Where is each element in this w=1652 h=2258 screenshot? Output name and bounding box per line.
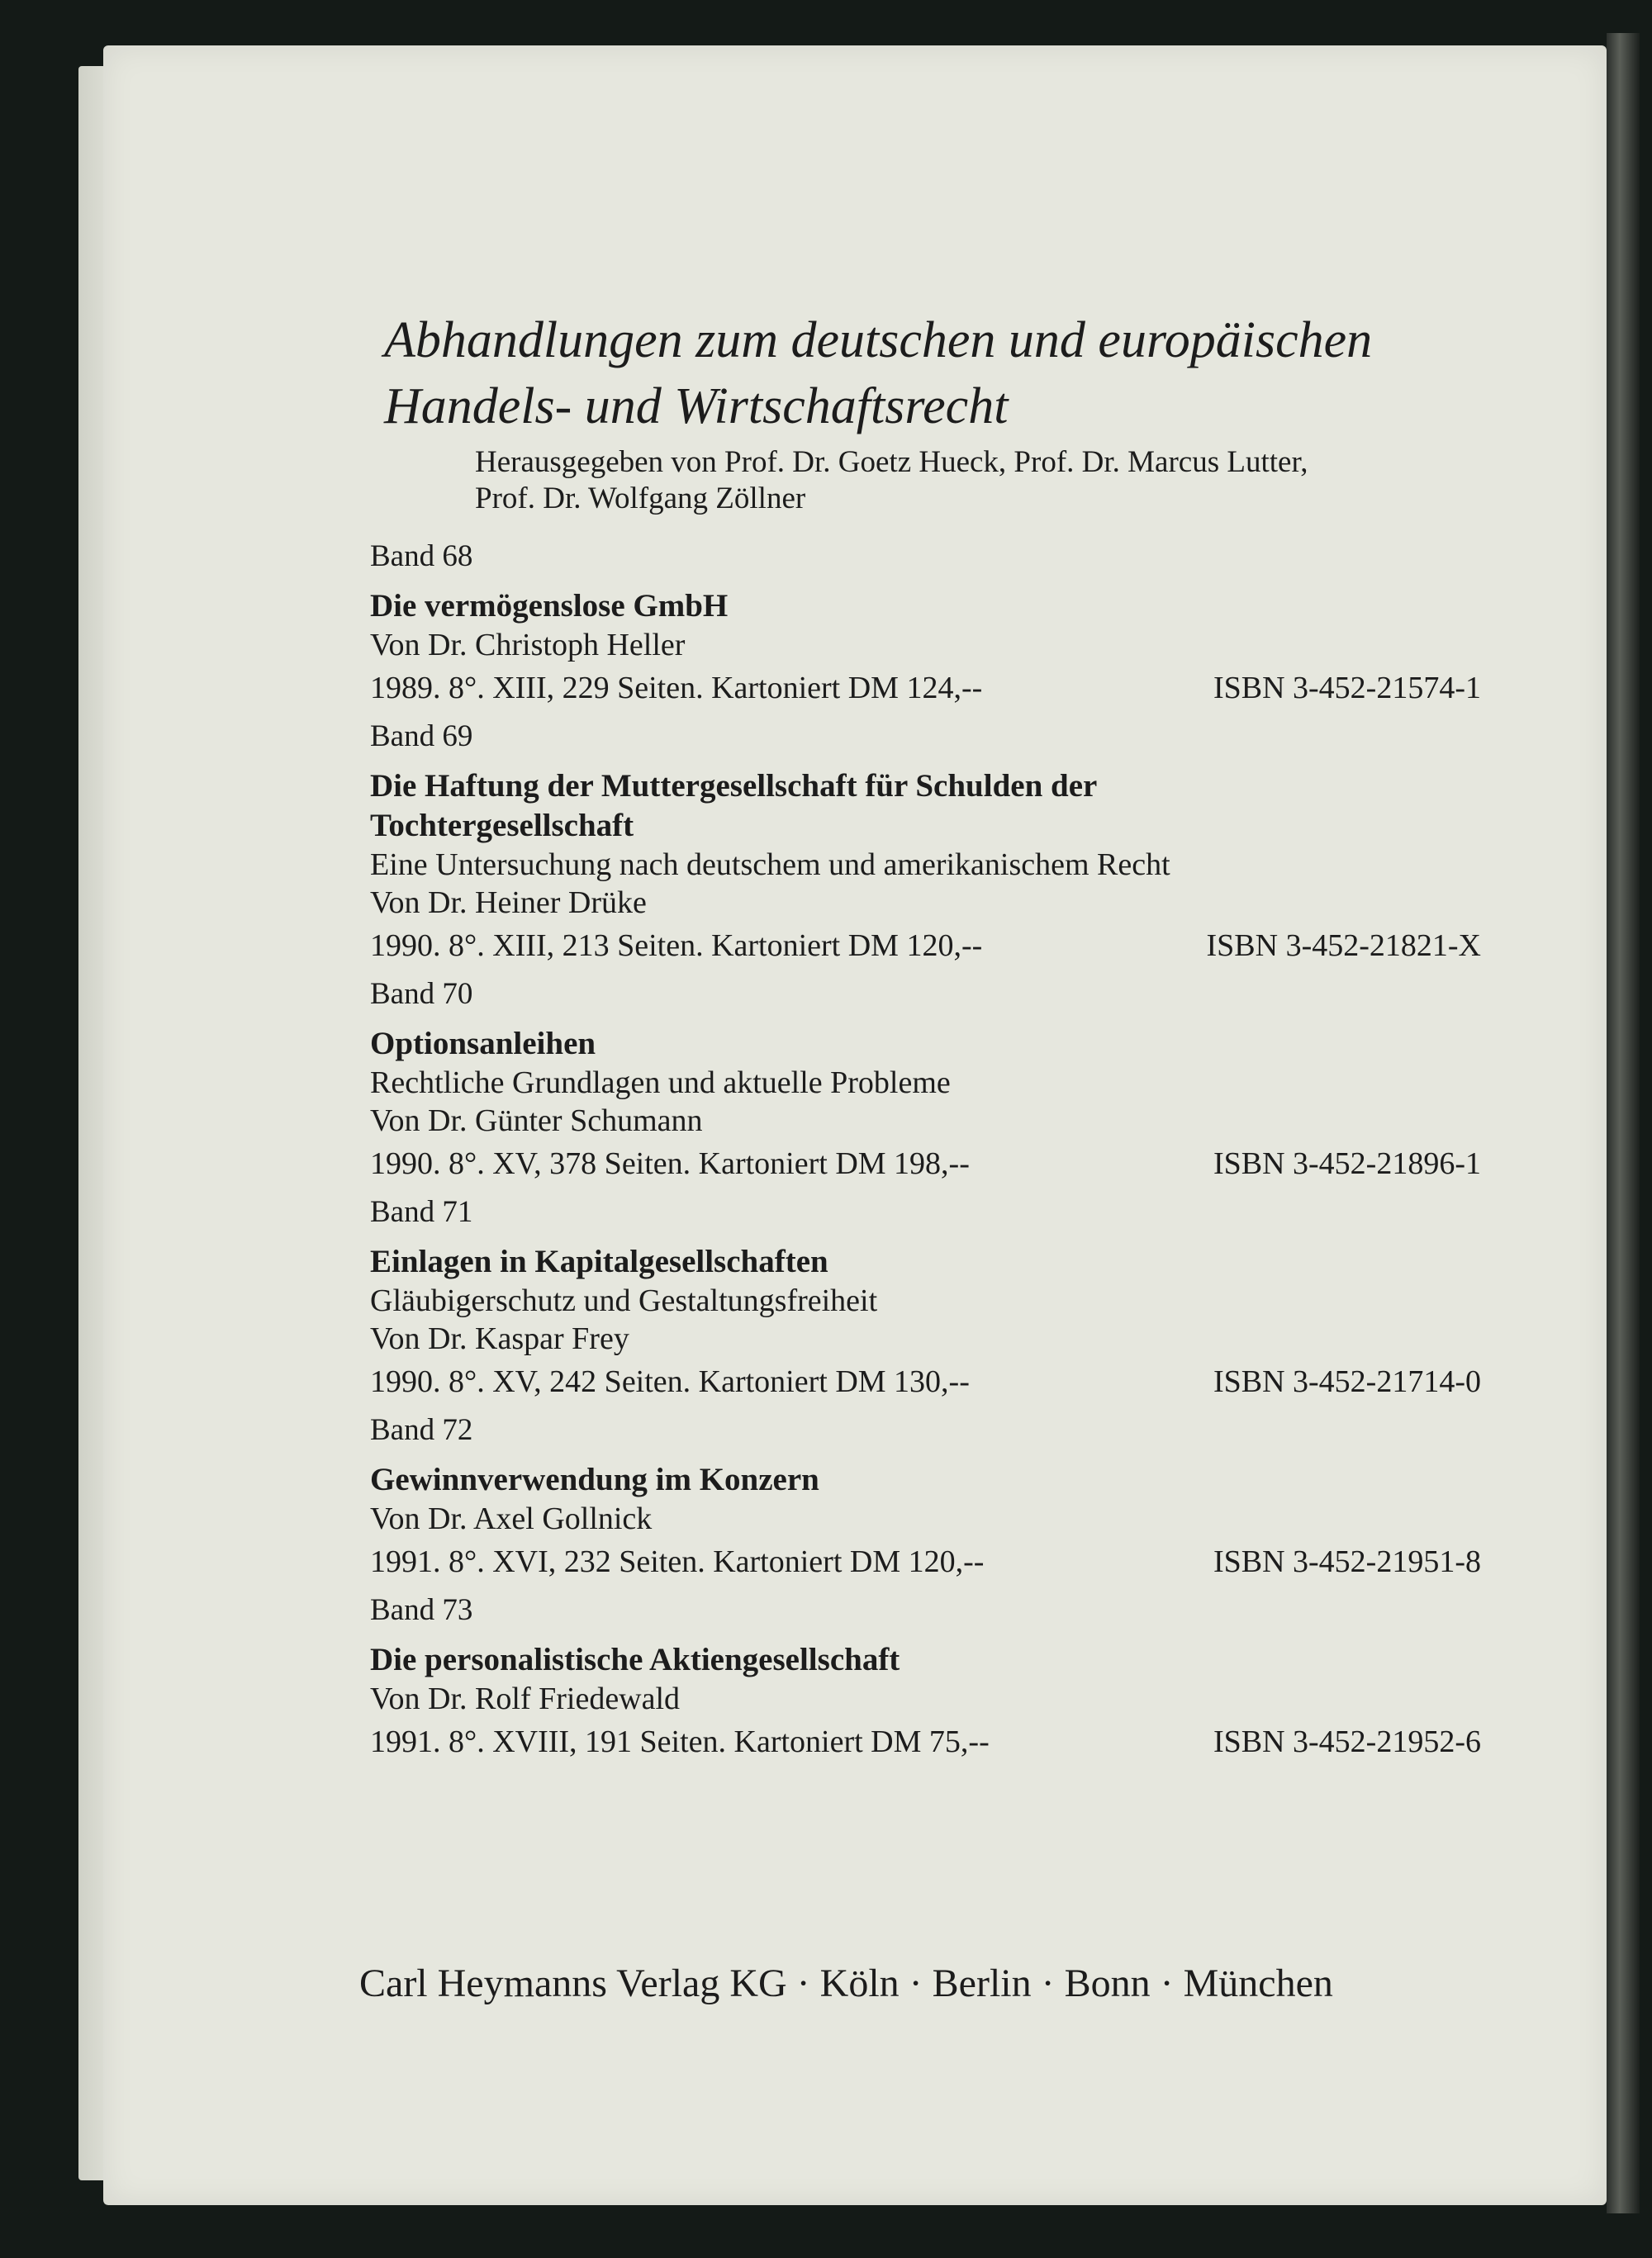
volume-author: Von Dr. Rolf Friedewald	[370, 1682, 681, 1716]
volume-number: Band 71	[370, 1195, 473, 1229]
volume-title	[370, 1242, 1481, 1282]
volume-list	[370, 537, 1481, 1762]
volume-title-line: Die Haftung der Muttergesellschaft für Schulden der	[370, 768, 1098, 804]
editors-line-1: Herausgegeben von Prof. Dr. Goetz Hueck, Prof. Dr. Marcus Lutter,	[475, 445, 1308, 479]
volume-publication-details: 1990. 8°. XIII, 213 Seiten. Kartoniert DM 120,--	[370, 928, 983, 963]
volume-isbn: ISBN 3-452-21951-8	[1213, 1544, 1481, 1579]
volume-number: Band 70	[370, 977, 473, 1011]
volume-entry	[370, 1411, 1481, 1582]
volume-isbn: ISBN 3-452-21952-6	[1213, 1724, 1481, 1759]
volume-isbn: ISBN 3-452-21714-0	[1213, 1364, 1481, 1399]
volume-entry	[370, 717, 1481, 966]
series-editors	[475, 444, 1532, 517]
volume-entry	[370, 1193, 1481, 1402]
volume-publication-row	[370, 1721, 1481, 1762]
volume-number: Band 69	[370, 719, 473, 753]
volume-publication-row	[370, 1541, 1481, 1582]
volume-title	[370, 766, 1481, 846]
volume-number: Band 68	[370, 539, 473, 573]
volume-entry	[370, 1591, 1481, 1762]
volume-author: Von Dr. Kaspar Frey	[370, 1321, 629, 1356]
volume-publication-details: 1991. 8°. XVIII, 191 Seiten. Kartoniert DM 75,--	[370, 1724, 990, 1759]
volume-author: Von Dr. Christoph Heller	[370, 628, 686, 662]
volume-publication-row	[370, 667, 1481, 709]
volume-publication-row	[370, 925, 1481, 966]
volume-publication-details: 1991. 8°. XVI, 232 Seiten. Kartoniert DM 120,--	[370, 1544, 985, 1579]
volume-entry	[370, 975, 1481, 1184]
volume-title	[370, 586, 1481, 626]
volume-author: Von Dr. Heiner Drüke	[370, 885, 647, 920]
volume-publication-row	[370, 1143, 1481, 1184]
series-title-line-1: Abhandlungen zum deutschen und europäischen	[384, 312, 1373, 368]
volume-entry	[370, 537, 1481, 709]
volume-title	[370, 1024, 1481, 1064]
series-title-line-2: Handels- und Wirtschaftsrecht	[384, 378, 1009, 434]
volume-title-line: Gewinnverwendung im Konzern	[370, 1462, 819, 1497]
volume-isbn: ISBN 3-452-21574-1	[1213, 671, 1481, 705]
volume-author: Von Dr. Günter Schumann	[370, 1103, 703, 1138]
volume-title-line: Einlagen in Kapitalgesellschaften	[370, 1244, 828, 1279]
publisher-imprint: Carl Heymanns Verlag KG · Köln · Berlin · Bonn · München	[359, 1962, 1333, 2005]
volume-subtitle: Gläubigerschutz und Gestaltungsfreiheit	[370, 1283, 878, 1318]
volume-title-line: Optionsanleihen	[370, 1026, 596, 1061]
volume-isbn: ISBN 3-452-21896-1	[1213, 1146, 1481, 1181]
volume-title	[370, 1640, 1481, 1680]
volume-title-line: Die personalistische Aktiengesellschaft	[370, 1642, 900, 1677]
volume-publication-details: 1990. 8°. XV, 378 Seiten. Kartoniert DM 198,--	[370, 1146, 970, 1181]
volume-number: Band 73	[370, 1593, 473, 1627]
volume-subtitle: Rechtliche Grundlagen und aktuelle Probleme	[370, 1065, 951, 1100]
volume-isbn: ISBN 3-452-21821-X	[1206, 928, 1481, 963]
volume-publication-row	[370, 1361, 1481, 1402]
volume-title-line: Die vermögenslose GmbH	[370, 588, 729, 624]
editors-line-2: Prof. Dr. Wolfgang Zöllner	[475, 481, 806, 515]
volume-title	[370, 1460, 1481, 1500]
volume-author: Von Dr. Axel Gollnick	[370, 1501, 653, 1536]
series-title	[384, 307, 1557, 439]
volume-publication-details: 1989. 8°. XIII, 229 Seiten. Kartoniert DM 124,--	[370, 671, 983, 705]
volume-subtitle: Eine Untersuchung nach deutschem und amerikanischem Recht	[370, 847, 1170, 882]
volume-title-line: Tochtergesellschaft	[370, 808, 634, 843]
volume-number: Band 72	[370, 1413, 473, 1447]
volume-publication-details: 1990. 8°. XV, 242 Seiten. Kartoniert DM 130,--	[370, 1364, 970, 1399]
